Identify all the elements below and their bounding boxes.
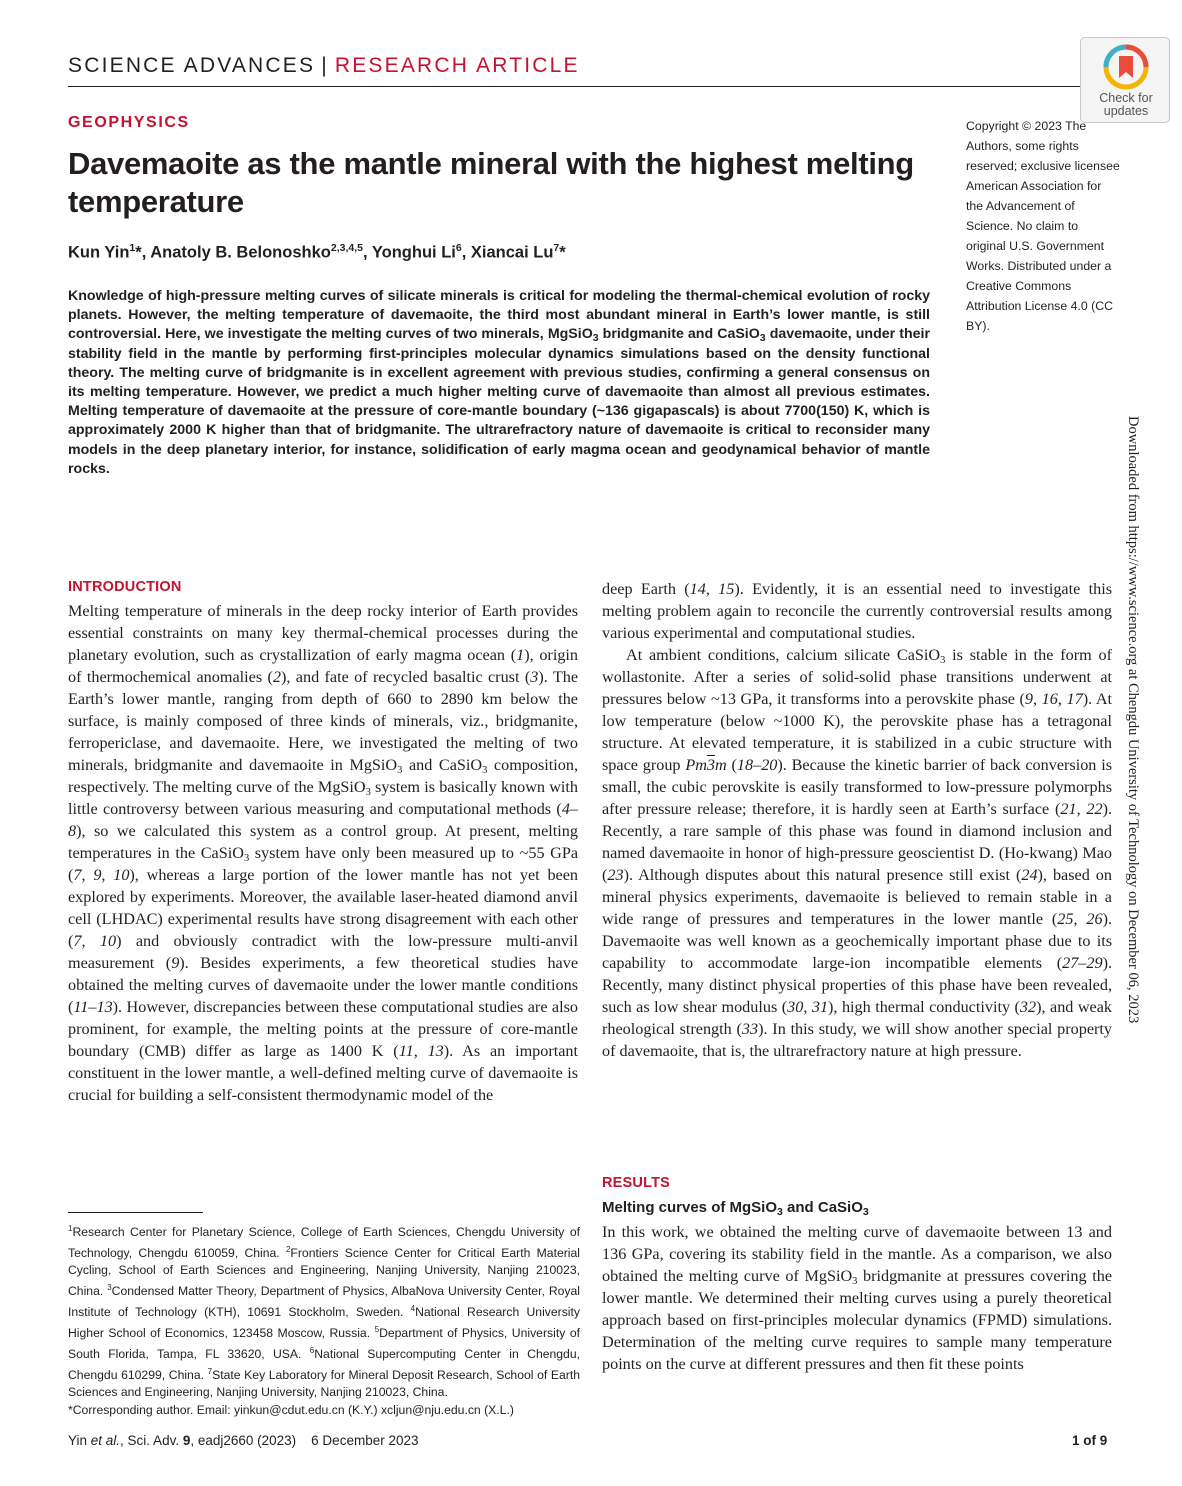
citation[interactable]: 15 [718,580,735,598]
formula: MgSiO [804,1267,853,1285]
badge-label [1081,92,1171,118]
footer-text: Yin [68,1433,91,1448]
citation[interactable]: 1 [516,646,525,664]
body-text: ). The Earth’s lower mantle, ranging from depth of 660 to 2890 km below the surface, is mainly composed of three kinds of minerals, viz., bridgmanite, ferropericlase, and davemaoite. Here, we investigated the melting of two minerals, bridgmanite and davemaoite in [68,668,579,774]
body-text: ). At low temperature (below ~1000 K), the perovskite phase has a tetragonal structure. At elevated temperature, it is stabilized in a cubic structure with space group [602,690,1113,774]
affiliations-footnote [68,1220,580,1419]
subscript: 3 [862,1206,869,1218]
citation[interactable]: 10 [99,932,117,950]
badge-line-1: Check for [1099,91,1153,105]
abstract-text: davemaoite, under their stability field in the mantle by performing first-principles molecular dynamics simulations based on the density functional theory. The melting curve of bridgmanite is in excellent agreement with previous studies, confirming a general consensus on its melting temperature. However, we predict a much higher melting curve of davemaoite than almost all previous estimates. Melting temperature of davemaoite at the pressure of core-mantle boundary (~136 gigapascals) is about 7700(150) K, which is approximately 2000 K higher than that of bridgmanite. The ultrarefractory nature of davemaoite is critical to reconsider many models in the deep planetary interior, for instance, solidification of early magma ocean and geodynamical behavior of mantle rocks. [68,326,930,477]
body-text: ), and weak rheological strength ( [602,998,1113,1038]
body-text: , [101,866,114,884]
body-text: system is basically known with little controversy between various measuring and computational methods ( [68,778,578,818]
body-text: , [705,580,719,598]
affiliation-number: 5 [374,1325,380,1335]
footer-text: , Sci. Adv. [120,1433,183,1448]
body-text: ), origin of thermochemical anomalies ( [68,646,578,686]
subscript: 3 [777,1206,783,1218]
space-group-part: 3 [706,756,715,774]
affiliation-number: 7 [207,1367,213,1377]
author-mark: * [135,243,142,262]
body-text: ), high thermal conductivity ( [828,998,1020,1016]
citation[interactable]: 30 [787,998,804,1016]
body-text: , [81,866,94,884]
subscript: 3 [243,853,250,864]
intro-paragraph-1 [68,600,578,1106]
author-name[interactable]: Anatoly B. Belonoshko [150,243,331,262]
body-text: At ambient conditions, calcium silicate [626,646,897,664]
formula: CaSiO [438,756,483,774]
author-name[interactable]: Yonghui Li [371,243,456,262]
results-subheading [602,1197,1112,1219]
subscript: 3 [592,332,599,345]
citation[interactable]: 3 [530,668,539,686]
subscript: 3 [365,787,371,798]
body-text: deep Earth ( [602,580,690,598]
citation[interactable]: 33 [741,1020,759,1038]
citation[interactable]: 25 [1057,910,1074,928]
citation[interactable]: 18–20 [736,756,778,774]
body-text: ). In this study, we will show another special property of davemaoite, that is, the ultrarefractory nature at high pressure. [602,1020,1112,1060]
body-text: system have only been measured up to ~55 GPa ( [68,844,579,884]
body-text: ( [726,756,737,774]
citation[interactable]: 16 [1041,690,1058,708]
affiliation: Research Center for Planetary Science, College of Earth Sciences, Chengdu University of Technology, Chengdu 610059, China. [68,1225,580,1261]
affiliation: Frontiers Science Center for Critical Earth Material Cycling, School of Earth Sciences and Engineering, Nanjing University, Nanjing 210023, China. [68,1246,580,1299]
citation[interactable]: 10 [113,866,130,884]
citation-footer [68,1433,419,1448]
body-text: ). As an important constituent in the lower mantle, a well-defined melting curve of davemaoite is crucial for building a self-consistent thermodynamic model of the [68,1042,579,1104]
citation[interactable]: 31 [811,998,829,1016]
author-name[interactable]: Kun Yin [68,243,130,262]
citation[interactable]: 14 [689,580,706,598]
body-text: , [413,1042,428,1060]
abstract-text: bridgmanite and [598,326,718,343]
body-text: bridgmanite at pressures covering the lower mantle. We determined their melting curves using a purely theoretical approach based on first-principles molecular dynamics (FPMD) simulations. Determination of the melting curve requires to sample many temperature points on the curve at different pressures and then fit these points [602,1267,1113,1373]
formula: MgSiO [349,756,398,774]
body-text: , [1033,690,1042,708]
body-text: and [402,756,439,774]
intro-paragraph-1-cont [602,578,1112,644]
formula: CaSiO [717,326,760,343]
subscript: 3 [852,1276,858,1287]
citation[interactable]: 32 [1019,998,1037,1016]
page-number: 1 of 9 [1072,1433,1108,1448]
space-group [685,756,726,774]
journal-header [68,54,580,78]
citation[interactable]: 17 [1066,690,1083,708]
affiliations-text [68,1220,580,1401]
citation[interactable]: 2 [272,668,281,686]
body-text: ) and obviously contradict with the low-pressure multi-anvil measurement ( [68,932,579,972]
author-affiliation: 1 [129,242,136,254]
author-name[interactable]: Xiancai Lu [470,243,554,262]
citation[interactable]: 9 [1024,690,1034,708]
subscript: 3 [482,765,488,776]
affiliation-number: 2 [285,1245,291,1255]
body-text: ). Davemaoite was well known as a geochemically important phase due to its capability to accommodate large-ion incompatible elements ( [602,910,1113,972]
author-affiliation: 6 [455,242,462,254]
journal-name: SCIENCE ADVANCES [68,54,316,77]
check-for-updates-badge[interactable] [1080,37,1170,123]
citation[interactable]: 9 [171,954,180,972]
body-text: ). Recently, many distinct physical properties of this phase have been revealed, such as low shear modulus ( [602,954,1112,1016]
affiliation: National Research University Higher School of Economics, 123458 Moscow, Russia. [68,1305,580,1341]
body-text: Melting temperature of minerals in the deep rocky interior of Earth provides essential constraints on many key thermal-chemical processes during the planetary evolution, such as crystallization of early magma ocean ( [68,602,578,664]
article-title: Davemaoite as the mantle mineral with the highest melting temperature [68,146,914,219]
body-text: , [1073,910,1087,928]
formula: MgSiO [547,326,593,343]
results-heading: RESULTS [602,1175,670,1191]
citation[interactable]: 27–29 [1062,954,1103,972]
affiliation-number: 6 [309,1346,315,1356]
citation[interactable]: 11 [398,1042,414,1060]
body-text: ), based on mineral physics experiments, davemaoite is believed to remain stable in a wide range of pressures and temperatures in the lower mantle ( [602,866,1112,928]
body-text: ). Besides experiments, a few theoretical studies have obtained the melting curves of davemaoite under the lower mantle conditions ( [68,954,579,1016]
subscript: 3 [759,332,766,345]
citation[interactable]: 23 [607,866,624,884]
subscript: 3 [940,655,946,666]
body-text: , [1057,690,1067,708]
header-rule [68,86,1114,87]
affiliation-number: 4 [410,1304,416,1314]
body-text: composition, respectively. The melting curve of the [68,756,578,796]
download-watermark: Downloaded from https://www.science.org at Chengdu University of Technology on December 06, 2023 [1125,416,1141,1024]
body-text: , [1076,800,1087,818]
subscript: 3 [397,765,403,776]
affiliation: National Supercomputing Center in Chengdu, Chengdu 610299, China. [68,1347,580,1383]
abstract-text: Knowledge of high-pressure melting curves of silicate minerals is critical for modeling the thermal-chemical evolution of rocky planets. However, the melting temperature of davemaoite, the third most abundant mineral in Earth’s lower mantle, is still controversial. Here, we investigate the melting curves of two minerals, [68,288,930,343]
citation[interactable]: 13 [427,1042,444,1060]
intro-paragraph-2 [602,644,1112,1062]
subheading-text: and CaSiO [782,1199,863,1216]
citation[interactable]: 22 [1086,800,1103,818]
crossmark-icon [1103,44,1149,90]
formula: CaSiO [200,844,244,862]
author-list: Kun Yin$^1$*, Anatoly B. Belonoshko$^{2,3,4,5}$, Yonghui Li$^6$, Xiancai Lu$^7$* [68,242,566,262]
introduction-heading: INTRODUCTION [68,579,182,595]
citation[interactable]: 9 [93,866,102,884]
citation[interactable]: 24 [1021,866,1038,884]
affiliation: Department of Physics, University of South Florida, Tampa, FL 33620, USA. [68,1326,580,1362]
author-mark: * [559,243,566,262]
left-column [68,600,578,1106]
body-text: ). Although disputes about this natural presence still exist ( [623,866,1022,884]
citation[interactable]: 11–13 [73,998,113,1016]
author-affiliation: 7 [553,242,560,254]
subheading-text: Melting curves of MgSiO [602,1199,778,1216]
article-type: RESEARCH ARTICLE [334,54,580,77]
results-paragraph-1 [602,1221,1112,1375]
body-text: ). Because the kinetic barrier of back conversion is small, the cubic perovskite is easily transformed to low-pressure polymorphs after pressure release; therefore, it is hardly seen at Earth’s surface ( [602,756,1112,818]
body-text: ). Evidently, it is an essential need to investigate this melting problem again to reconcile the currently controversial results among various experimental and computational studies. [602,580,1112,642]
body-text: ). However, discrepancies between these computational studies are also prominent, for example, the melting points at the pressure of core-mantle boundary (CMB) differ as large as 1400 K ( [68,998,578,1060]
formula: CaSiO [896,646,941,664]
body-text: ). Recently, a rare sample of this phase was found in diamond inclusion and named davemaoite in honor of high-pressure geoscientist D. (Ho-kwang) Mao ( [602,800,1113,884]
affiliation-number: 3 [107,1283,112,1293]
right-column [602,578,1112,1062]
citation[interactable]: 26 [1086,910,1103,928]
footer-text: , eadj2660 (2023) 6 December 2023 [190,1433,419,1448]
body-text: ), and fate of recycled basaltic crust ( [280,668,531,686]
citation[interactable]: 21 [1060,800,1077,818]
affiliation-number: 1 [68,1224,73,1233]
badge-line-2: updates [1103,104,1149,118]
body-text: , [81,932,100,950]
footer-volume: 9 [182,1433,191,1448]
body-text: ), so we calculated this system as a control group. At present, melting temperatures in the [68,822,578,862]
affiliation: Condensed Matter Theory, Department of Physics, AlbaNova University Center, Royal Institute of Technology (KTH), 10691 Stockholm, Sweden. [68,1284,580,1320]
header-separator: | [321,54,329,77]
affiliation: State Key Laboratory for Mineral Deposit Research, School of Earth Sciences and Engineering, Nanjing University, Nanjing 210023, China. [68,1368,580,1400]
citation[interactable]: 7 [73,866,82,884]
results-section [602,1172,1112,1375]
space-group-part: Pm [685,756,707,774]
space-group-part: m [715,756,727,774]
footer-text: et al. [90,1433,121,1448]
abstract [68,287,930,479]
author-affiliation: 2,3,4,5 [330,242,363,254]
corresponding-author[interactable]: *Corresponding author. Email: yinkun@cdut.edu.cn (K.Y.) xcljun@nju.edu.cn (X.L.) [68,1403,514,1418]
citation[interactable]: 7 [73,932,82,950]
subject-label: GEOPHYSICS [68,114,190,131]
body-text: is stable in the form of wollastonite. After a series of solid-solid phase transitions underwent at pressures below ~13 GPa, it transforms into a perovskite phase ( [602,646,1113,708]
formula: MgSiO [317,778,366,796]
copyright-notice: Copyright © 2023 The Authors, some rights reserved; exclusive licensee American Association for the Advancement of Science. No claim to original U.S. Government Works. Distributed under a Creative Commons Attribution License 4.0 (CC BY). [966,119,1120,333]
footnote-rule [68,1212,203,1213]
body-text: In this work, we obtained the melting curve of davemaoite between 13 and 136 GPa, covering its stability field in the mantle. As a comparison, we also obtained the melting curve of [602,1223,1112,1285]
citation[interactable]: 4–8 [68,800,578,840]
body-text: ), whereas a large portion of the lower mantle has not yet been explored by experiments. Moreover, the available laser-heated diamond anvil cell (LHDAC) experimental results have strong disagreement with each other ( [68,866,579,950]
body-text: , [803,998,812,1016]
